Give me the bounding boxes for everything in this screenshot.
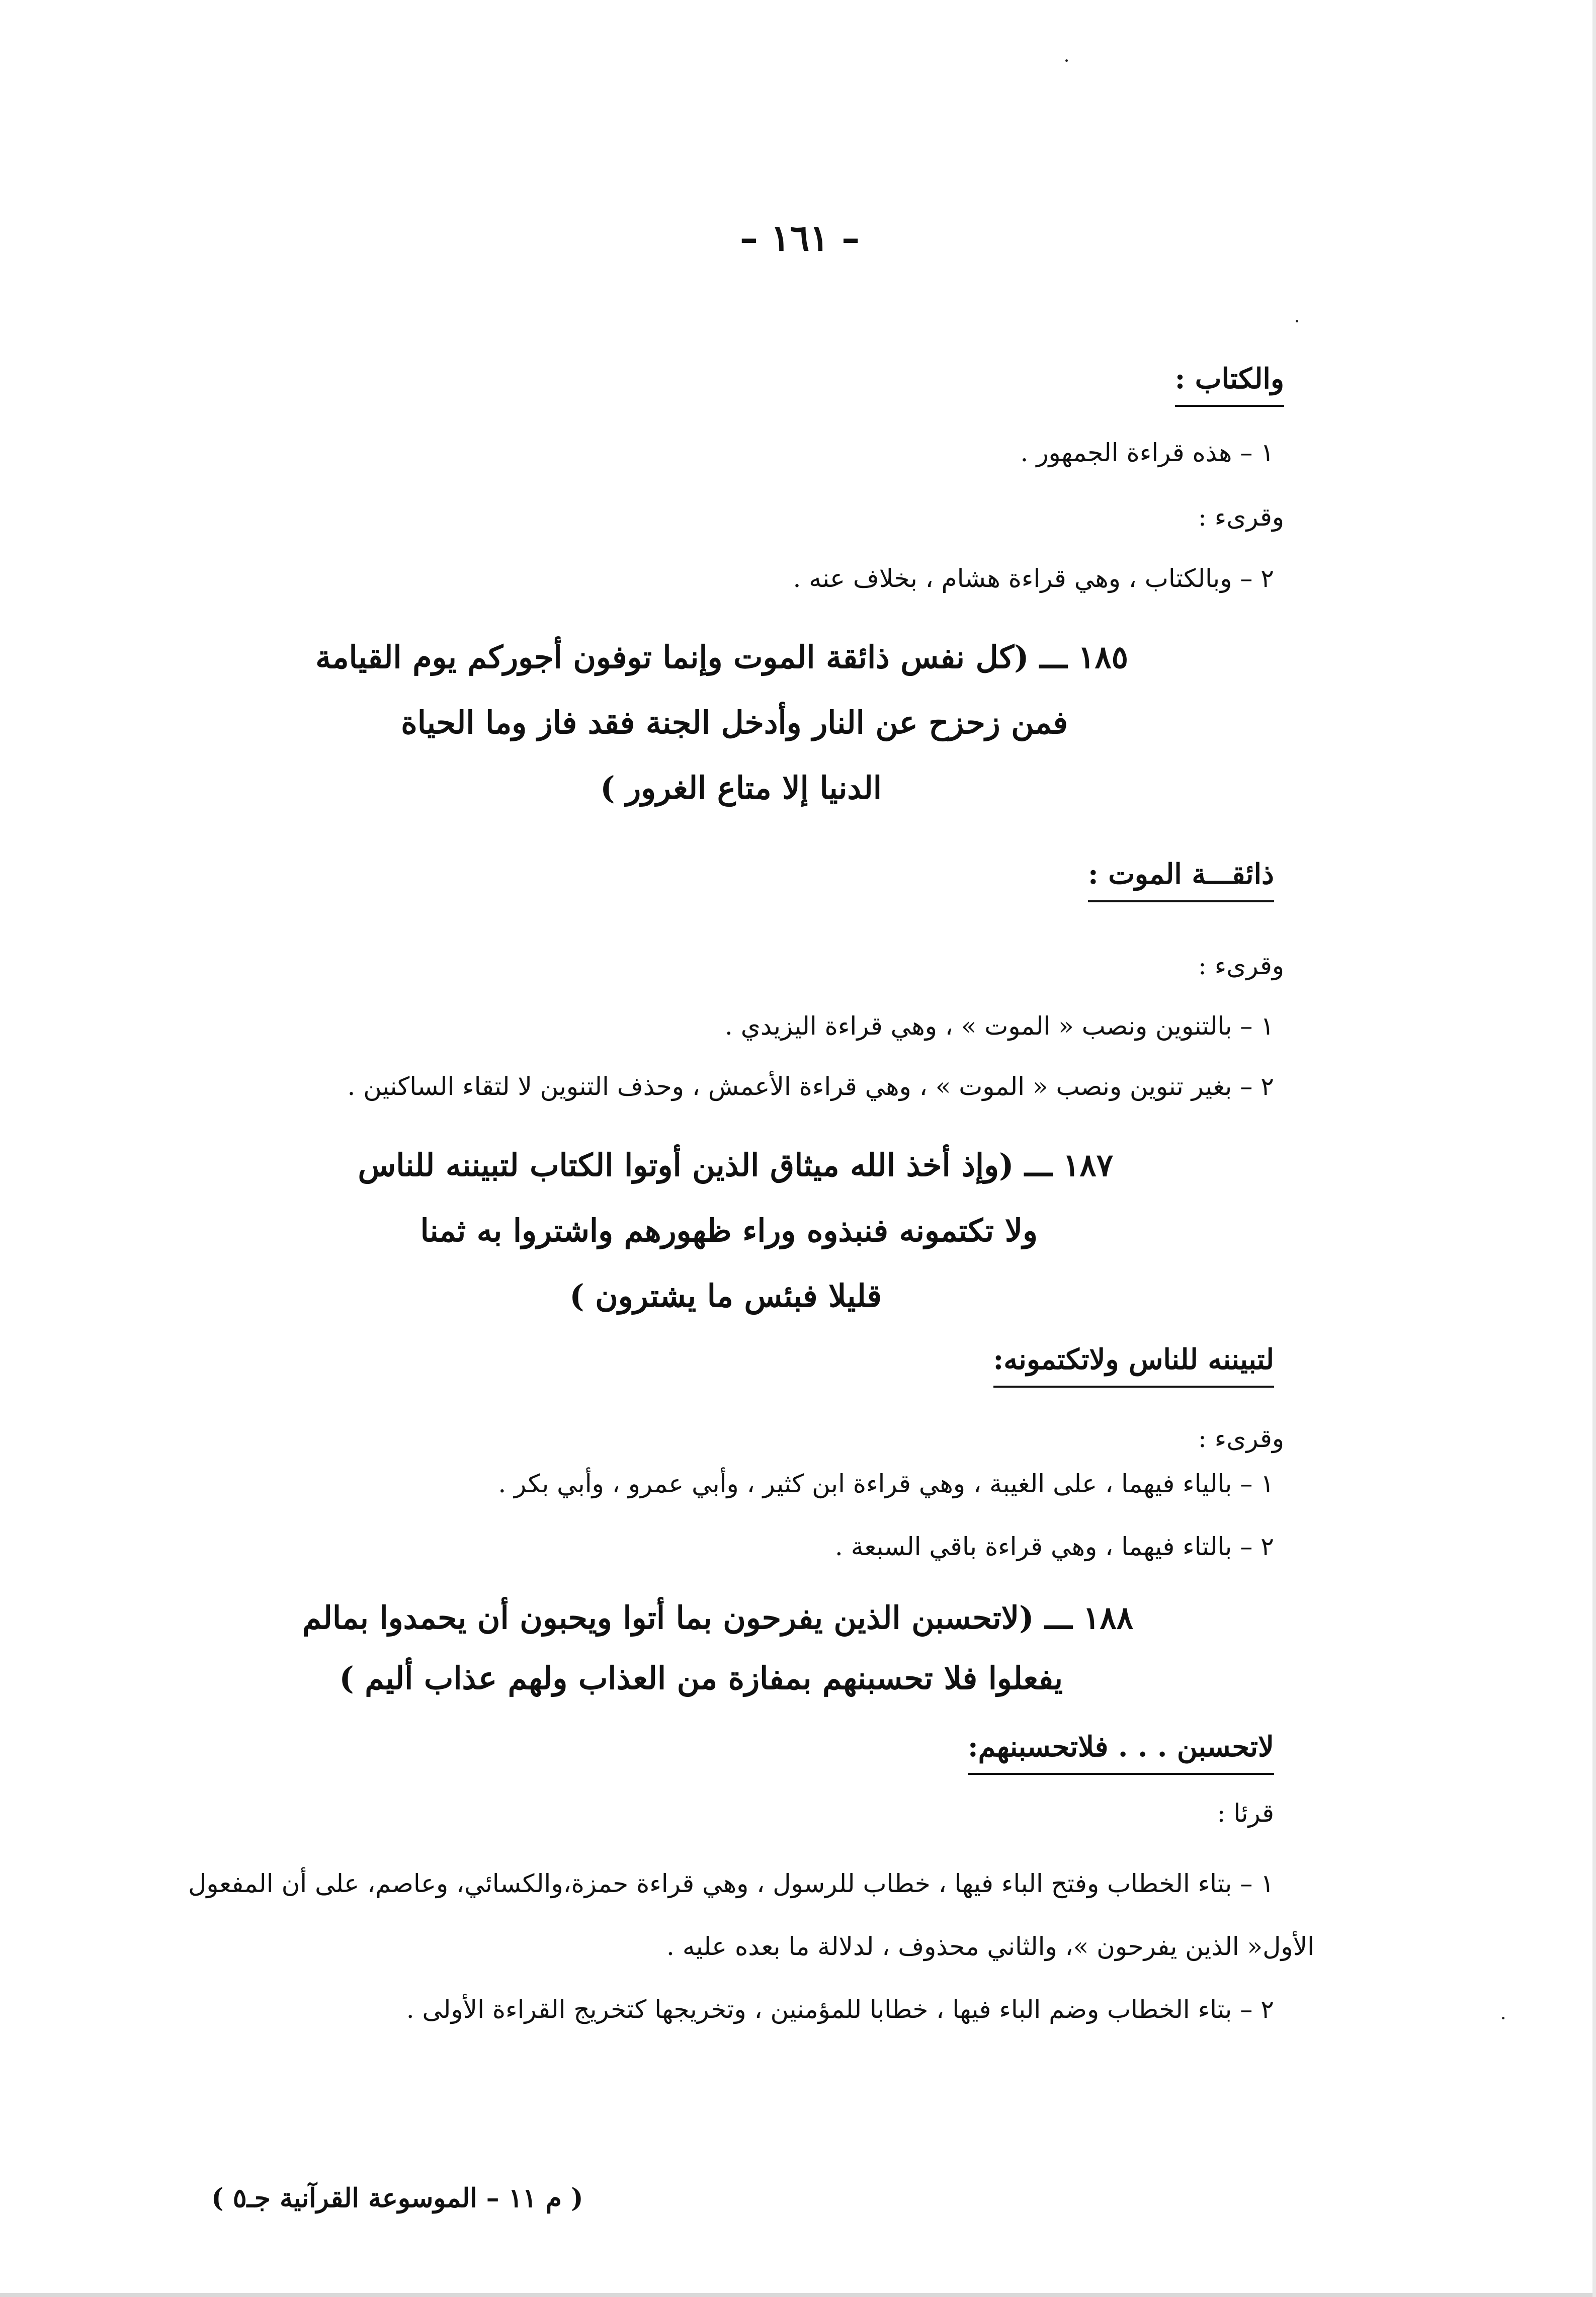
section-heading-kitab xyxy=(1175,362,1284,407)
section-heading-text: ذائقـــة الموت : xyxy=(1088,858,1274,902)
scan-speck xyxy=(1502,2017,1504,2019)
section-heading-dhaiqa xyxy=(1088,858,1274,902)
reading-intro: وقرىء : xyxy=(1198,502,1284,532)
section-heading-text: والكتاب : xyxy=(1175,362,1284,407)
verse-line: ١٨٧ ـــ (وإذ أخذ الله ميثاق الذين أوتوا الكتاب لتبيننه للناس xyxy=(358,1147,1113,1183)
scan-speck xyxy=(1065,59,1068,62)
reading-item: ٢ – بتاء الخطاب وضم الباء فيها ، خطابا للمؤمنين ، وتخريجها كتخريج القراءة الأولى . xyxy=(406,1995,1274,2024)
verse-line: فمن زحزح عن النار وأدخل الجنة فقد فاز وما الحياة xyxy=(401,704,1068,741)
verse-line: الدنيا إلا متاع الغرور ) xyxy=(600,770,882,806)
reading-item: الأول« الذين يفرحون »، والثاني محذوف ، لدلالة ما بعده عليه . xyxy=(666,1932,1314,1961)
verse-line: قليلا فبئس ما يشترون ) xyxy=(569,1278,882,1314)
section-heading-text: لتبيننه للناس ولاتكتمونه: xyxy=(993,1343,1274,1388)
page-right-edge xyxy=(1592,0,1596,2297)
verse-line: يفعلوا فلا تحسبنهم بمفازة من العذاب ولهم عذاب أليم ) xyxy=(339,1660,1063,1696)
reading-item: ٢ – بغير تنوين ونصب « الموت » ، وهي قراءة الأعمش ، وحذف التنوين لا لتقاء الساكنين . xyxy=(347,1072,1274,1101)
scan-speck xyxy=(1296,320,1298,322)
section-heading-latahsabanna xyxy=(968,1730,1274,1775)
reading-item: ١ – بالياء فيهما ، على الغيبة ، وهي قراءة ابن كثير ، وأبي عمرو ، وأبي بكر . xyxy=(498,1469,1274,1498)
reading-intro: قرئا : xyxy=(1217,1799,1274,1828)
page-bottom-edge xyxy=(0,2293,1596,2297)
section-heading-latubayyinunnahu xyxy=(993,1343,1274,1388)
reading-item: ١ – بالتنوين ونصب « الموت » ، وهي قراءة اليزيدي . xyxy=(724,1011,1274,1041)
verse-line: ١٨٥ ـــ (كل نفس ذائقة الموت وإنما توفون أجوركم يوم القيامة xyxy=(315,639,1128,675)
verse-line: ولا تكتمونه فنبذوه وراء ظهورهم واشتروا به ثمنا xyxy=(420,1212,1038,1249)
reading-intro: وقرىء : xyxy=(1198,1424,1284,1453)
reading-intro: وقرىء : xyxy=(1198,951,1284,980)
reading-item: ١ – هذه قراءة الجمهور . xyxy=(1020,438,1274,467)
page-number: – ١٦١ – xyxy=(739,216,860,259)
section-heading-text: لاتحسبن . . . فلاتحسبنهم: xyxy=(968,1730,1274,1775)
reading-item: ١ – بتاء الخطاب وفتح الباء فيها ، خطاب للرسول ، وهي قراءة حمزة،والكسائي، وعاصم، على أن المفعول xyxy=(188,1869,1274,1898)
reading-item: ٢ – وبالكتاب ، وهي قراءة هشام ، بخلاف عنه . xyxy=(793,564,1274,593)
verse-line: ١٨٨ ـــ (لاتحسبن الذين يفرحون بما أتوا ويحبون أن يحمدوا بمالم xyxy=(302,1599,1133,1636)
reading-item: ٢ – بالتاء فيهما ، وهي قراءة باقي السبعة . xyxy=(834,1532,1274,1561)
page-footer: ( م ١١ – الموسوعة القرآنية جـ٥ ) xyxy=(211,2183,583,2214)
